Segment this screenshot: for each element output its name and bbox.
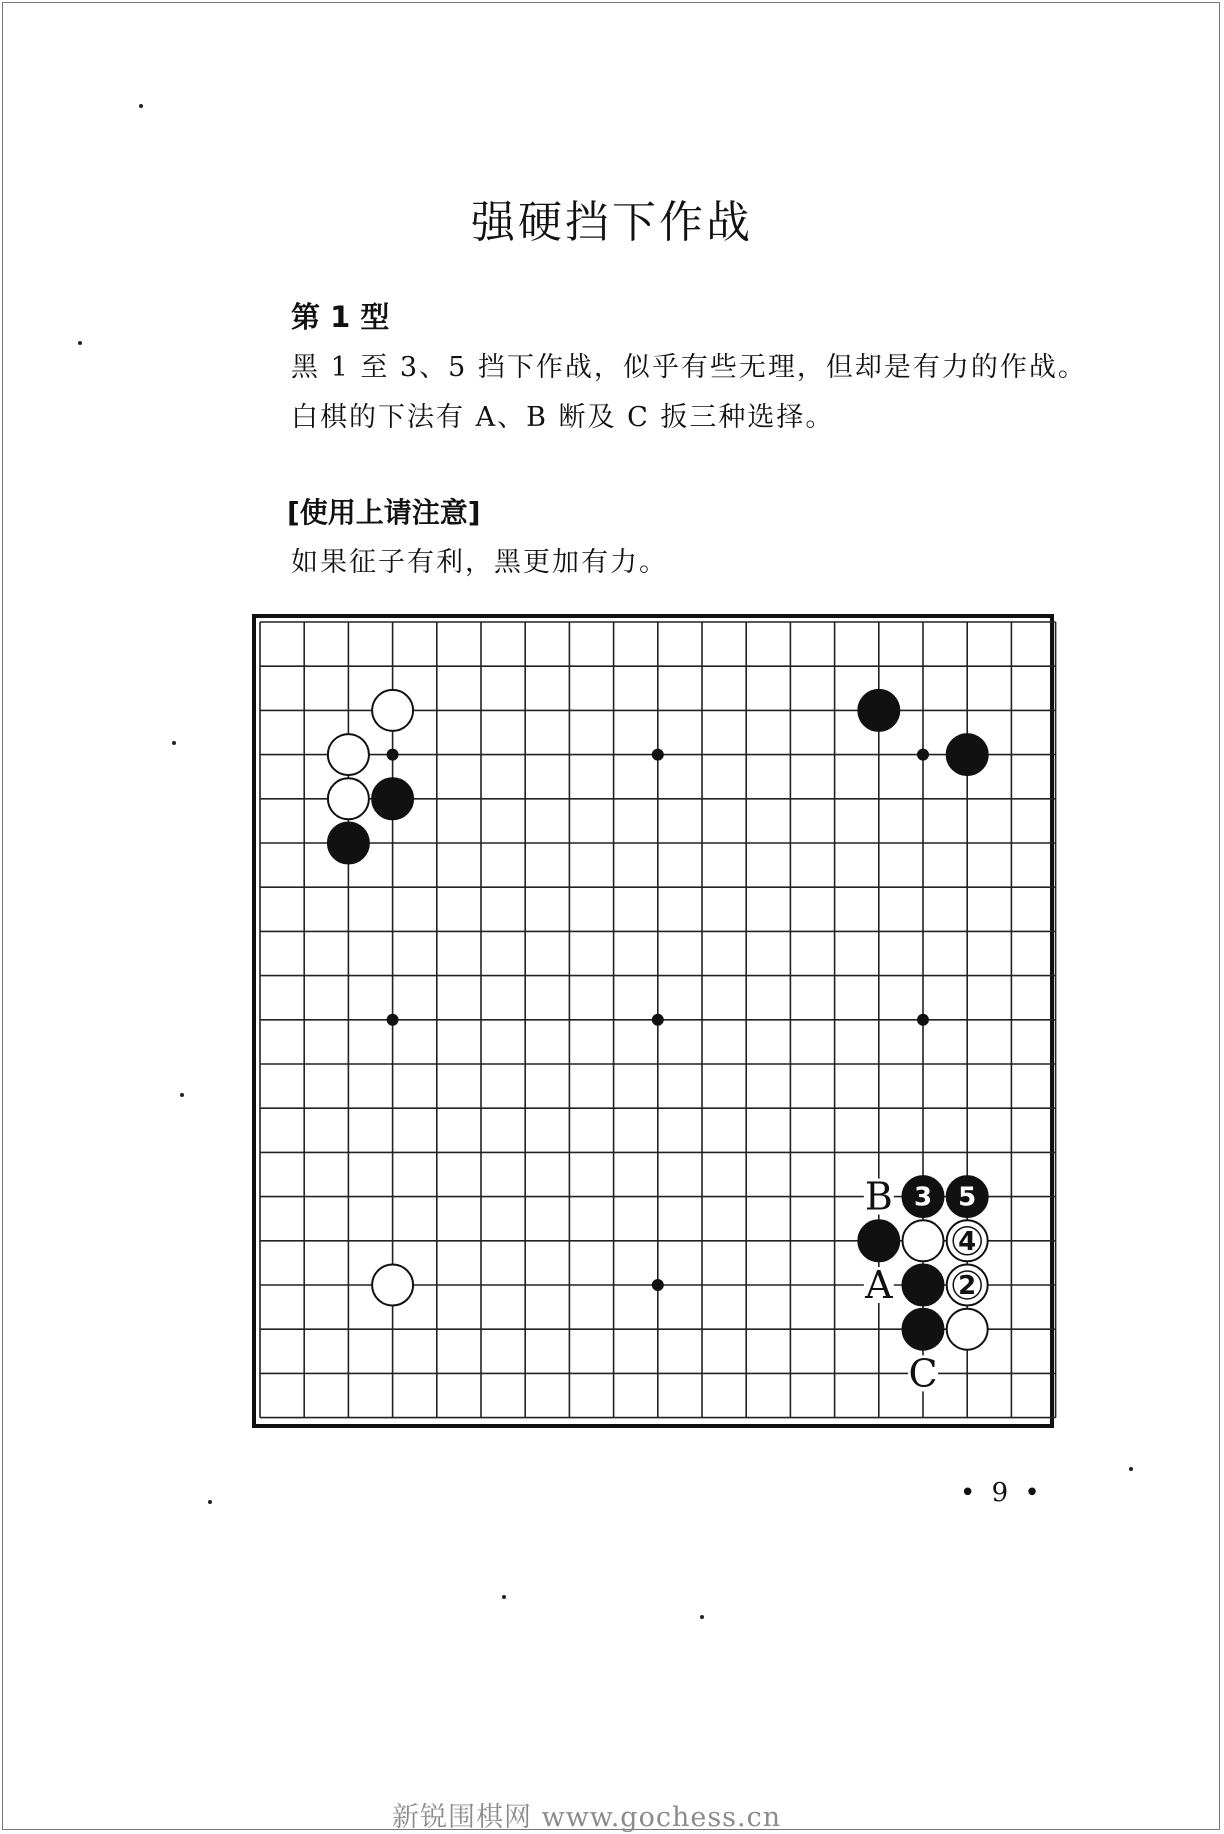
point-letter-c: C [908, 1351, 938, 1396]
black-stone [903, 1309, 944, 1350]
scan-speck [208, 1500, 212, 1504]
black-stone [947, 734, 988, 775]
white-stone [947, 1309, 988, 1350]
point-letter-b: B [864, 1174, 893, 1219]
white-stone [372, 1265, 413, 1306]
black-stone [903, 1176, 944, 1217]
site-watermark: 新锐围棋网 www.gochess.cn [392, 1802, 782, 1833]
white-stone [947, 1265, 988, 1306]
scan-speck [180, 1093, 184, 1097]
scan-speck [78, 341, 82, 345]
page-number: • 9 • [960, 1478, 1044, 1508]
scan-speck [172, 741, 176, 745]
page-title: 强硬挡下作战 [471, 197, 753, 248]
hoshi-point [387, 1014, 399, 1026]
paragraph-line-1: 黑 1 至 3、5 挡下作战，似乎有些无理，但却是有力的作战。 [291, 352, 1087, 383]
section-heading: 第 1 型 [291, 300, 390, 334]
move-number-label: 2 [958, 1271, 977, 1301]
white-stone [947, 1220, 988, 1261]
white-stone [903, 1220, 944, 1261]
scan-speck [1129, 1467, 1133, 1471]
hoshi-point [917, 749, 929, 761]
hoshi-point [652, 1279, 664, 1291]
go-board-diagram [248, 610, 1060, 1435]
scan-speck [502, 1595, 506, 1599]
paragraph-line-2: 白棋的下法有 A、B 断及 C 扳三种选择。 [291, 402, 835, 433]
black-stone [858, 1220, 899, 1261]
move-number-label: 3 [913, 1182, 933, 1213]
point-letter-a: A [865, 1263, 893, 1307]
black-stone [328, 823, 369, 864]
hoshi-point [917, 1014, 929, 1026]
white-stone [328, 778, 369, 819]
scan-speck [139, 104, 143, 108]
white-stone [372, 690, 413, 731]
hoshi-point [387, 749, 399, 761]
scan-speck [700, 1615, 704, 1619]
move-number-label: 4 [958, 1226, 977, 1257]
note-heading: [使用上请注意] [287, 496, 481, 529]
hoshi-point [652, 749, 664, 761]
black-stone [947, 1176, 988, 1217]
black-stone [858, 690, 899, 731]
black-stone [372, 778, 413, 819]
white-stone [328, 734, 369, 775]
black-stone [903, 1265, 944, 1306]
hoshi-point [652, 1014, 664, 1026]
move-number-label: 5 [958, 1182, 977, 1213]
note-text: 如果征子有利，黑更加有力。 [291, 547, 668, 578]
